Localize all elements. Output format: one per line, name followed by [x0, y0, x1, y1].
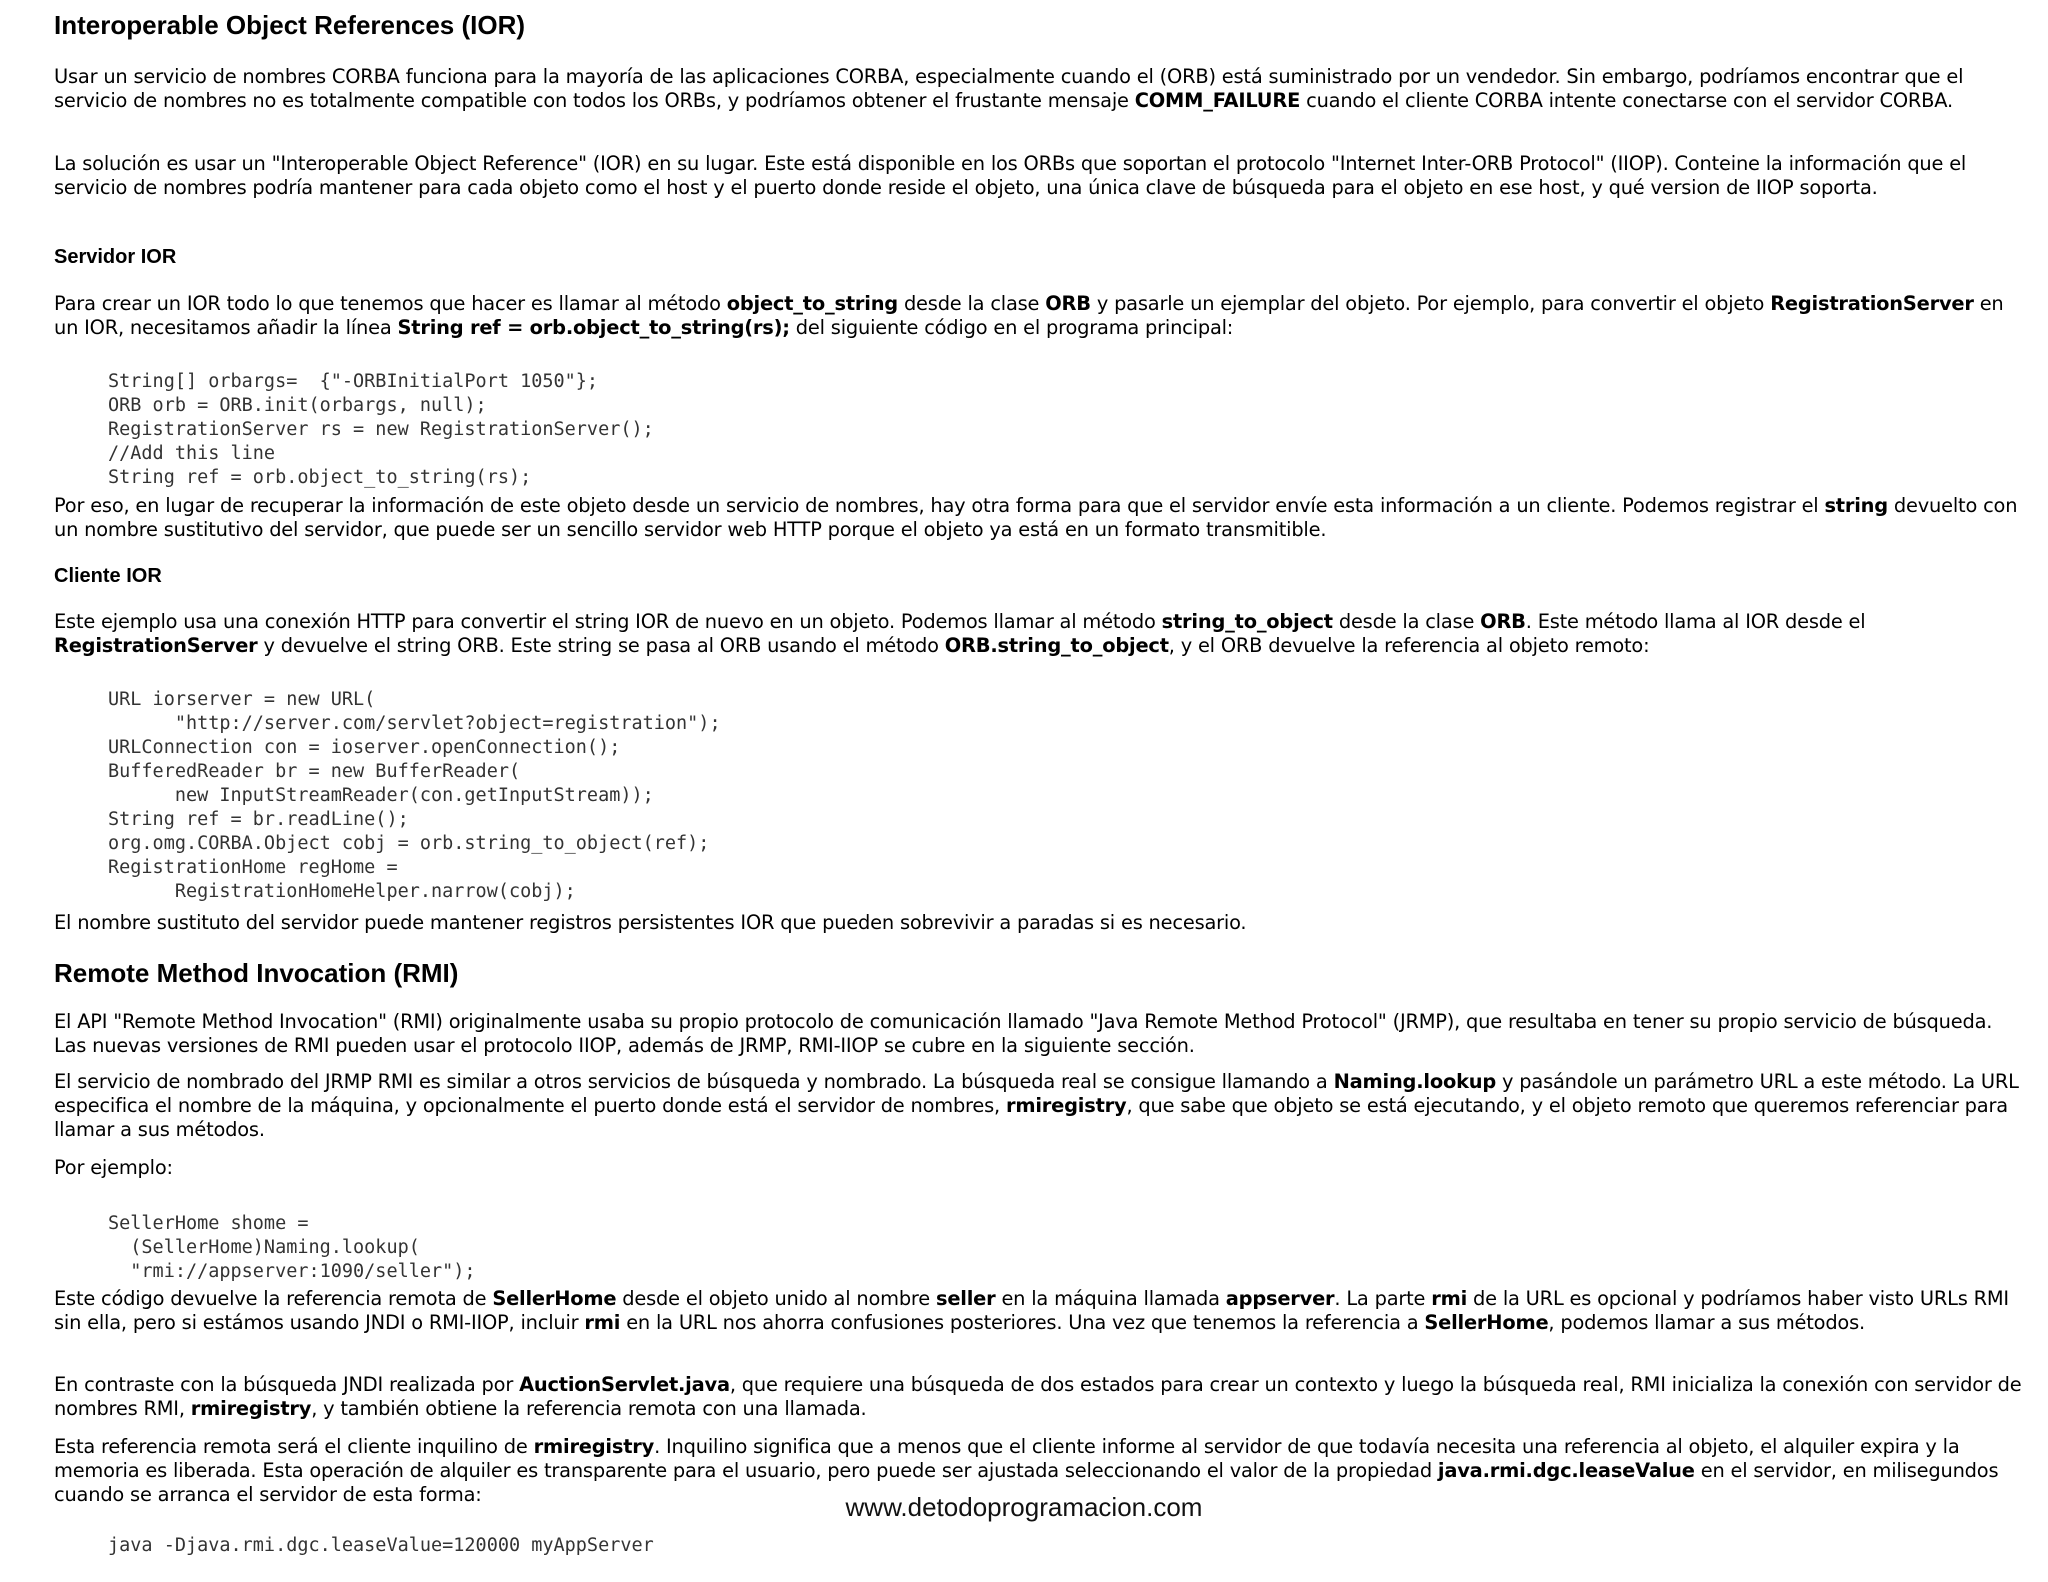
code-block-client-ior: URL iorserver = new URL( "http://server.com/servlet?object=registration"); URLConnection con = ioserver.openConnection(); BufferedReader br = new BufferReader( new InputStreamReader(con.getInputStream)); String ref = br.readLine(); org.omg.CORBA.Object cobj = orb.string_to_object(ref); RegistrationHome regHome = RegistrationHomeHelper.narrow(cobj); [108, 689, 721, 902]
paragraph-sellerhome: Este código devuelve la referencia remota de SellerHome desde el objeto unido al nombre seller en la máquina llamada appserver. La parte rmi de la URL es opcional y podríamos haber visto URLs RMI sin ella, pero si estámos usando JNDI o RMI-IIOP, incluir rmi en la URL nos ahorra confusiones posteriores. Una vez que tenemos la referencia a SellerHome, podemos llamar a sus métodos. [54, 1287, 2009, 1334]
subheading-server-ior: Servidor IOR [54, 246, 177, 268]
paragraph-persistent-ior: El nombre sustituto del servidor puede mantener registros persistentes IOR que pueden sobrevivir a paradas si es necesario. [54, 911, 1247, 934]
code-block-lease-value: java -Djava.rmi.dgc.leaseValue=120000 myAppServer [108, 1535, 654, 1556]
code-block-rmi-lookup: SellerHome shome = (SellerHome)Naming.lookup( "rmi://appserver:1090/seller"); [108, 1213, 476, 1282]
paragraph-rmi-intro: El API "Remote Method Invocation" (RMI) originalmente usaba su propio protocolo de comunicación llamado "Java Remote Method Protocol" (JRMP), que resultaba en tener su propio servicio de búsqueda. Las nuevas versiones de RMI pueden usar el protocolo IIOP, además de JRMP, RMI-IIOP se cubre en la siguiente sección. [54, 1010, 1993, 1057]
paragraph-ior-solution: La solución es usar un "Interoperable Object Reference" (IOR) en su lugar. Este está disponible en los ORBs que soportan el protocolo "Internet Inter-ORB Protocol" (IIOP). Conteine la información que el servicio de nombres podría mantener para cada objeto como el host y el puerto donde reside el objeto, una única clave de búsqueda para el objeto en ese host, y qué version de IIOP soporta. [54, 152, 1967, 199]
section-title-ior: Interoperable Object References (IOR) [54, 10, 526, 40]
watermark-url: www.detodoprogramacion.com [845, 1492, 1203, 1522]
paragraph-jndi-contrast: En contraste con la búsqueda JNDI realizada por AuctionServlet.java, que requiere una búsqueda de dos estados para crear un contexto y luego la búsqueda real, RMI inicializa la conexión con servidor de nombres RMI, rmiregistry, y también obtiene la referencia remota con una llamada. [54, 1373, 2022, 1420]
paragraph-ior-intro: Usar un servicio de nombres CORBA funciona para la mayoría de las aplicaciones CORBA, especialmente cuando el (ORB) está suministrado por un vendedor. Sin embargo, podríamos encontrar que el servicio de nombres no es totalmente compatible con todos los ORBs, y podríamos obtener el frustante mensaje COMM_FAILURE cuando el cliente CORBA intente conectarse con el servidor CORBA. [54, 65, 1964, 112]
code-block-server-ior: String[] orbargs= {"-ORBInitialPort 1050"}; ORB orb = ORB.init(orbargs, null); RegistrationServer rs = new RegistrationServer(); //Add this line String ref = orb.object_to_string(rs); [108, 371, 654, 488]
subheading-client-ior: Cliente IOR [54, 565, 162, 587]
paragraph-por-ejemplo: Por ejemplo: [54, 1156, 173, 1179]
paragraph-server-ior: Para crear un IOR todo lo que tenemos que hacer es llamar al método object_to_string desde la clase ORB y pasarle un ejemplar del objeto. Por ejemplo, para convertir el objeto RegistrationServer en un IOR, necesitamos añadir la línea String ref = orb.object_to_string(rs); del siguiente código en el programa principal: [54, 292, 2004, 339]
paragraph-lease: Esta referencia remota será el cliente inquilino de rmiregistry. Inquilino significa que a menos que el cliente informe al servidor de que todavía necesita una referencia al objeto, el alquiler expira y la memoria es liberada. Esta operación de alquiler es transparente para el usuario, pero puede ser ajustada seleccionando el valor de la propiedad java.rmi.dgc.leaseValue en el servidor, en milisegundos cuando se arranca el servidor de esta forma: [54, 1435, 1999, 1506]
section-title-rmi: Remote Method Invocation (RMI) [54, 958, 459, 988]
paragraph-string-registration: Por eso, en lugar de recuperar la información de este objeto desde un servicio de nombres, hay otra forma para que el servidor envíe esta información a un cliente. Podemos registrar el string devuelto con un nombre sustitutivo del servidor, que puede ser un sencillo servidor web HTTP porque el objeto ya está en un formato transmitible. [54, 494, 2018, 541]
paragraph-client-ior: Este ejemplo usa una conexión HTTP para convertir el string IOR de nuevo en un objeto. Podemos llamar al método string_to_object desde la clase ORB. Este método llama al IOR desde el RegistrationServer y devuelve el string ORB. Este string se pasa al ORB usando el método ORB.string_to_object, y el ORB devuelve la referencia al objeto remoto: [54, 610, 1866, 657]
paragraph-rmi-naming: El servicio de nombrado del JRMP RMI es similar a otros servicios de búsqueda y nombrado. La búsqueda real se consigue llamando a Naming.lookup y pasándole un parámetro URL a este método. La URL especifica el nombre de la máquina, y opcionalmente el puerto donde está el servidor de nombres, rmiregistry, que sabe que objeto se está ejecutando, y el objeto remoto que queremos referenciar para llamar a sus métodos. [54, 1070, 2019, 1141]
